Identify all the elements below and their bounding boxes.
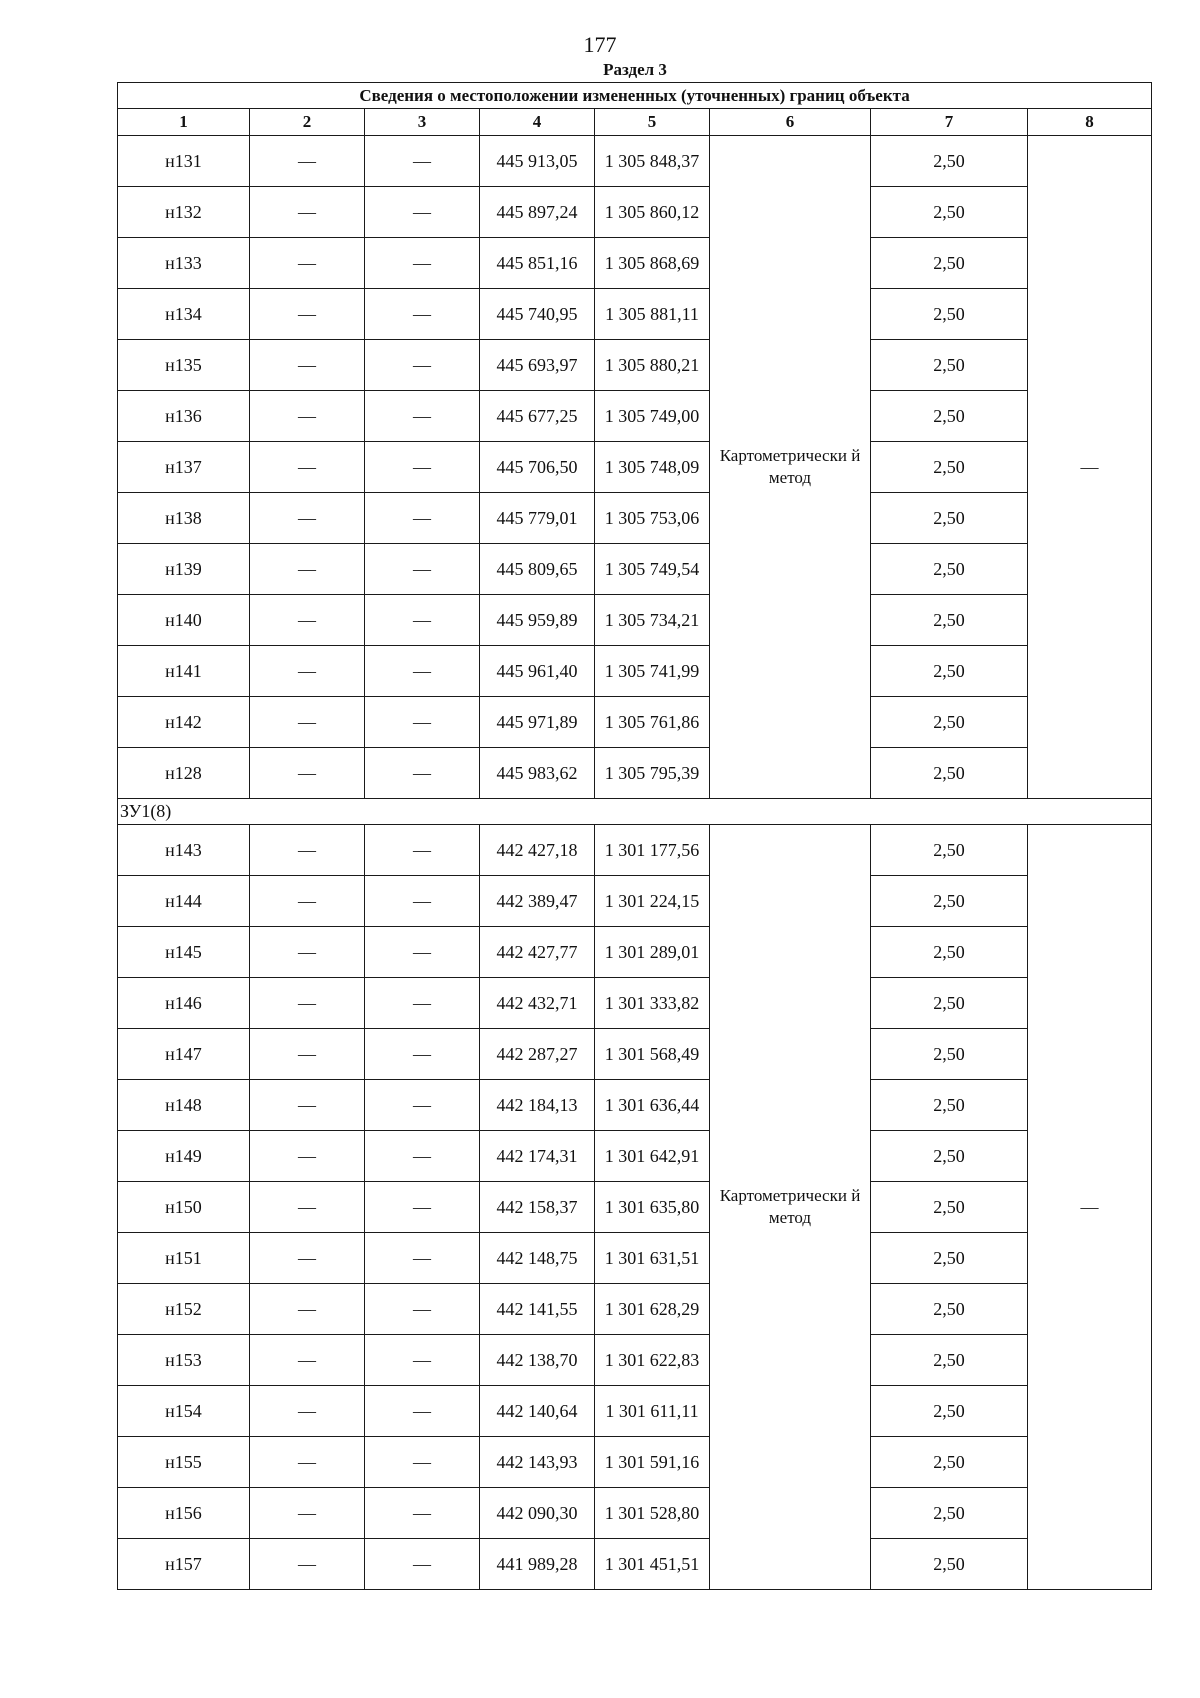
table-row [118,1386,1152,1437]
x-coordinate-cell: 442 140,64 [480,1386,595,1437]
y-coordinate-cell: 1 301 628,29 [595,1284,710,1335]
accuracy-cell: 2,50 [871,697,1028,748]
accuracy-cell: 2,50 [871,1182,1028,1233]
column-2-cell: — [250,876,365,927]
column-2-cell: — [250,1029,365,1080]
accuracy-cell: 2,50 [871,978,1028,1029]
point-name-cell: н157 [118,1539,250,1590]
column-number: 8 [1028,109,1152,136]
y-coordinate-cell: 1 305 848,37 [595,136,710,187]
table-row [118,136,1152,187]
column-3-cell: — [365,876,480,927]
accuracy-cell: 2,50 [871,1488,1028,1539]
column-number-row [118,109,1152,136]
column-3-cell: — [365,697,480,748]
column-8-cell: — [1028,136,1152,799]
point-name-cell: н155 [118,1437,250,1488]
y-coordinate-cell: 1 301 451,51 [595,1539,710,1590]
column-3-cell: — [365,595,480,646]
table-row [118,340,1152,391]
accuracy-cell: 2,50 [871,748,1028,799]
column-2-cell: — [250,1335,365,1386]
accuracy-cell: 2,50 [871,825,1028,876]
x-coordinate-cell: 442 138,70 [480,1335,595,1386]
column-2-cell: — [250,493,365,544]
x-coordinate-cell: 445 740,95 [480,289,595,340]
y-coordinate-cell: 1 305 761,86 [595,697,710,748]
y-coordinate-cell: 1 305 734,21 [595,595,710,646]
y-coordinate-cell: 1 301 177,56 [595,825,710,876]
table-row [118,391,1152,442]
column-2-cell: — [250,595,365,646]
column-2-cell: — [250,1131,365,1182]
column-2-cell: — [250,825,365,876]
method-cell: Картометрически й метод [710,136,871,799]
column-3-cell: — [365,136,480,187]
column-2-cell: — [250,1488,365,1539]
accuracy-cell: 2,50 [871,1284,1028,1335]
point-name-cell: н143 [118,825,250,876]
column-number: 5 [595,109,710,136]
point-name-cell: н142 [118,697,250,748]
x-coordinate-cell: 445 677,25 [480,391,595,442]
table-row [118,825,1152,876]
column-number: 6 [710,109,871,136]
point-name-cell: н145 [118,927,250,978]
x-coordinate-cell: 442 427,77 [480,927,595,978]
y-coordinate-cell: 1 301 635,80 [595,1182,710,1233]
accuracy-cell: 2,50 [871,1080,1028,1131]
point-name-cell: н156 [118,1488,250,1539]
table-row [118,1131,1152,1182]
table-row [118,1080,1152,1131]
point-name-cell: н131 [118,136,250,187]
table-row [118,978,1152,1029]
point-name-cell: н137 [118,442,250,493]
table-row [118,1488,1152,1539]
point-name-cell: н147 [118,1029,250,1080]
x-coordinate-cell: 445 693,97 [480,340,595,391]
column-3-cell: — [365,238,480,289]
table-row [118,238,1152,289]
column-3-cell: — [365,978,480,1029]
x-coordinate-cell: 445 961,40 [480,646,595,697]
y-coordinate-cell: 1 305 880,21 [595,340,710,391]
x-coordinate-cell: 442 148,75 [480,1233,595,1284]
accuracy-cell: 2,50 [871,646,1028,697]
y-coordinate-cell: 1 305 795,39 [595,748,710,799]
y-coordinate-cell: 1 301 642,91 [595,1131,710,1182]
column-2-cell: — [250,646,365,697]
column-3-cell: — [365,442,480,493]
table-row [118,289,1152,340]
x-coordinate-cell: 445 851,16 [480,238,595,289]
point-name-cell: н141 [118,646,250,697]
column-8-cell: — [1028,825,1152,1590]
table-row [118,442,1152,493]
x-coordinate-cell: 445 809,65 [480,544,595,595]
column-2-cell: — [250,544,365,595]
point-name-cell: н134 [118,289,250,340]
point-name-cell: н132 [118,187,250,238]
column-2-cell: — [250,1080,365,1131]
column-2-cell: — [250,748,365,799]
y-coordinate-cell: 1 305 749,54 [595,544,710,595]
x-coordinate-cell: 445 959,89 [480,595,595,646]
y-coordinate-cell: 1 305 753,06 [595,493,710,544]
table-row [118,748,1152,799]
y-coordinate-cell: 1 301 333,82 [595,978,710,1029]
table-row [118,1539,1152,1590]
column-2-cell: — [250,136,365,187]
y-coordinate-cell: 1 305 868,69 [595,238,710,289]
y-coordinate-cell: 1 305 748,09 [595,442,710,493]
column-3-cell: — [365,289,480,340]
table-row [118,1182,1152,1233]
column-3-cell: — [365,1233,480,1284]
y-coordinate-cell: 1 305 741,99 [595,646,710,697]
y-coordinate-cell: 1 301 636,44 [595,1080,710,1131]
accuracy-cell: 2,50 [871,1131,1028,1182]
column-2-cell: — [250,1233,365,1284]
table-row [118,595,1152,646]
x-coordinate-cell: 445 897,24 [480,187,595,238]
column-3-cell: — [365,187,480,238]
column-2-cell: — [250,927,365,978]
point-name-cell: н154 [118,1386,250,1437]
accuracy-cell: 2,50 [871,1386,1028,1437]
table-row [118,927,1152,978]
column-2-cell: — [250,1386,365,1437]
table-row [118,187,1152,238]
accuracy-cell: 2,50 [871,927,1028,978]
accuracy-cell: 2,50 [871,1437,1028,1488]
column-3-cell: — [365,825,480,876]
table-row [118,1335,1152,1386]
accuracy-cell: 2,50 [871,1233,1028,1284]
table-caption: Сведения о местоположении измененных (уточненных) границ объекта [118,83,1152,109]
group-label: ЗУ1(8) [118,799,1152,825]
column-3-cell: — [365,1029,480,1080]
column-2-cell: — [250,1539,365,1590]
x-coordinate-cell: 445 706,50 [480,442,595,493]
x-coordinate-cell: 442 287,27 [480,1029,595,1080]
column-3-cell: — [365,927,480,978]
column-2-cell: — [250,187,365,238]
x-coordinate-cell: 445 983,62 [480,748,595,799]
point-name-cell: н138 [118,493,250,544]
table-row [118,1284,1152,1335]
column-3-cell: — [365,1335,480,1386]
column-2-cell: — [250,238,365,289]
point-name-cell: н149 [118,1131,250,1182]
point-name-cell: н128 [118,748,250,799]
table-row [118,1029,1152,1080]
column-number: 7 [871,109,1028,136]
column-3-cell: — [365,1182,480,1233]
method-cell: Картометрически й метод [710,825,871,1590]
x-coordinate-cell: 442 427,18 [480,825,595,876]
column-3-cell: — [365,1539,480,1590]
x-coordinate-cell: 442 143,93 [480,1437,595,1488]
table-row [118,1233,1152,1284]
boundary-coordinates-table [117,82,1152,1590]
column-2-cell: — [250,442,365,493]
column-2-cell: — [250,978,365,1029]
column-3-cell: — [365,1131,480,1182]
table-row [118,876,1152,927]
point-name-cell: н153 [118,1335,250,1386]
accuracy-cell: 2,50 [871,340,1028,391]
column-2-cell: — [250,289,365,340]
accuracy-cell: 2,50 [871,1335,1028,1386]
accuracy-cell: 2,50 [871,136,1028,187]
column-3-cell: — [365,1488,480,1539]
group-row [118,799,1152,825]
column-3-cell: — [365,1080,480,1131]
point-name-cell: н146 [118,978,250,1029]
accuracy-cell: 2,50 [871,187,1028,238]
column-number: 2 [250,109,365,136]
column-number: 1 [118,109,250,136]
accuracy-cell: 2,50 [871,442,1028,493]
column-3-cell: — [365,493,480,544]
column-3-cell: — [365,646,480,697]
table-row [118,697,1152,748]
column-3-cell: — [365,748,480,799]
column-3-cell: — [365,340,480,391]
y-coordinate-cell: 1 301 224,15 [595,876,710,927]
point-name-cell: н140 [118,595,250,646]
y-coordinate-cell: 1 301 611,11 [595,1386,710,1437]
column-3-cell: — [365,544,480,595]
x-coordinate-cell: 442 432,71 [480,978,595,1029]
column-3-cell: — [365,1437,480,1488]
page-number: 177 [583,32,617,57]
y-coordinate-cell: 1 301 568,49 [595,1029,710,1080]
y-coordinate-cell: 1 301 528,80 [595,1488,710,1539]
column-2-cell: — [250,391,365,442]
column-2-cell: — [250,1284,365,1335]
accuracy-cell: 2,50 [871,876,1028,927]
table-body [118,136,1152,1590]
x-coordinate-cell: 442 184,13 [480,1080,595,1131]
point-name-cell: н151 [118,1233,250,1284]
x-coordinate-cell: 445 779,01 [480,493,595,544]
table-row [118,1437,1152,1488]
point-name-cell: н133 [118,238,250,289]
column-2-cell: — [250,1437,365,1488]
x-coordinate-cell: 442 389,47 [480,876,595,927]
y-coordinate-cell: 1 301 289,01 [595,927,710,978]
x-coordinate-cell: 442 090,30 [480,1488,595,1539]
table-row [118,493,1152,544]
point-name-cell: н144 [118,876,250,927]
table-row [118,544,1152,595]
x-coordinate-cell: 441 989,28 [480,1539,595,1590]
column-number: 4 [480,109,595,136]
section-title: Раздел 3 [603,60,667,79]
x-coordinate-cell: 442 141,55 [480,1284,595,1335]
column-number: 3 [365,109,480,136]
accuracy-cell: 2,50 [871,238,1028,289]
x-coordinate-cell: 442 158,37 [480,1182,595,1233]
y-coordinate-cell: 1 305 860,12 [595,187,710,238]
point-name-cell: н136 [118,391,250,442]
x-coordinate-cell: 445 971,89 [480,697,595,748]
accuracy-cell: 2,50 [871,544,1028,595]
y-coordinate-cell: 1 301 631,51 [595,1233,710,1284]
accuracy-cell: 2,50 [871,595,1028,646]
x-coordinate-cell: 442 174,31 [480,1131,595,1182]
accuracy-cell: 2,50 [871,391,1028,442]
accuracy-cell: 2,50 [871,1029,1028,1080]
accuracy-cell: 2,50 [871,1539,1028,1590]
column-3-cell: — [365,1284,480,1335]
x-coordinate-cell: 445 913,05 [480,136,595,187]
y-coordinate-cell: 1 305 881,11 [595,289,710,340]
column-2-cell: — [250,697,365,748]
point-name-cell: н150 [118,1182,250,1233]
accuracy-cell: 2,50 [871,289,1028,340]
y-coordinate-cell: 1 305 749,00 [595,391,710,442]
y-coordinate-cell: 1 301 622,83 [595,1335,710,1386]
column-2-cell: — [250,340,365,391]
point-name-cell: н135 [118,340,250,391]
point-name-cell: н139 [118,544,250,595]
table-row [118,646,1152,697]
y-coordinate-cell: 1 301 591,16 [595,1437,710,1488]
column-3-cell: — [365,1386,480,1437]
point-name-cell: н152 [118,1284,250,1335]
accuracy-cell: 2,50 [871,493,1028,544]
column-2-cell: — [250,1182,365,1233]
point-name-cell: н148 [118,1080,250,1131]
column-3-cell: — [365,391,480,442]
